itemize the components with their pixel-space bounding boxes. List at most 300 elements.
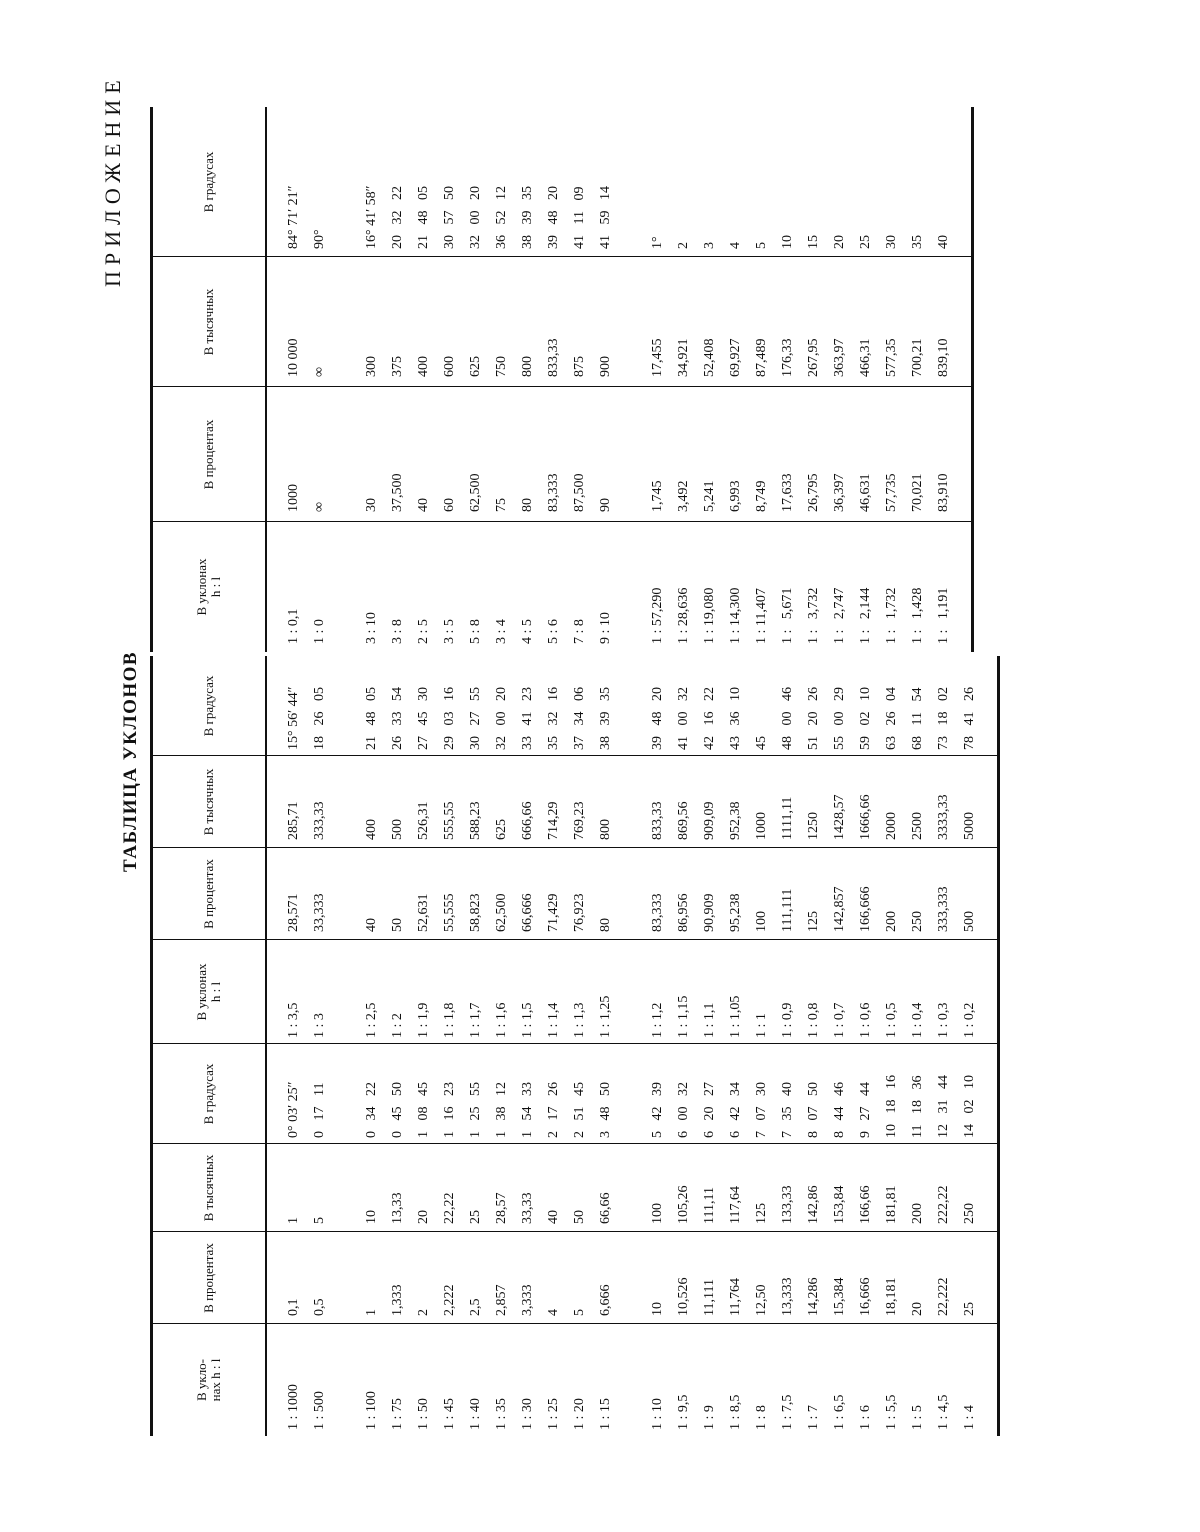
table-cell: 2 51 45 <box>572 1082 587 1138</box>
table-cell: 1 : 14,300 <box>728 587 743 644</box>
table-cell: 1 : 1,1 <box>702 1002 717 1038</box>
table-cell: 12 31 44 <box>936 1075 951 1138</box>
table-cell: 14,286 <box>806 1277 821 1316</box>
table-cell: 0,5 <box>312 1298 327 1316</box>
table-row <box>385 656 411 1436</box>
table-cell: 13,33 <box>390 1192 405 1224</box>
table-cell: 4 <box>546 1309 561 1316</box>
table-cell: 7 07 30 <box>754 1082 769 1138</box>
table-cell: 40 <box>364 918 379 932</box>
table-cell: 39 48 20 <box>546 186 561 249</box>
table-body <box>267 656 997 1436</box>
table-cell: 14 02 10 <box>962 1075 977 1138</box>
table-row <box>723 107 749 652</box>
table-cell: 33,33 <box>520 1192 535 1224</box>
table-cell: 1° <box>650 236 665 249</box>
table-row <box>827 656 853 1436</box>
column-divider <box>153 1143 997 1144</box>
table-cell: 1 : 3,5 <box>286 1002 301 1038</box>
column-header: В тысячных <box>201 288 217 356</box>
table-cell: 0 45 50 <box>390 1082 405 1138</box>
column-header: В тысячных <box>201 768 217 836</box>
table-cell: 1 : 1,25 <box>598 995 613 1038</box>
table-cell: 20 32 22 <box>390 186 405 249</box>
table-cell: 1 : 1,05 <box>728 995 743 1038</box>
table-cell: 6 42 34 <box>728 1082 743 1138</box>
table-row <box>879 107 905 652</box>
table-cell: 300 <box>364 356 379 377</box>
table-cell: 63 26 04 <box>884 687 899 750</box>
table-cell: 5,241 <box>702 480 717 512</box>
table-cell: 839,10 <box>936 338 951 377</box>
table-cell: 20 <box>416 1210 431 1224</box>
table-cell: 117,64 <box>728 1186 743 1224</box>
table-cell: 41 59 14 <box>598 186 613 249</box>
table-cell: 50 <box>572 1210 587 1224</box>
column-header: В процентах <box>201 859 217 929</box>
table-cell: 1 08 45 <box>416 1082 431 1138</box>
table-cell: 17,455 <box>650 338 665 377</box>
table-cell: 36 52 12 <box>494 186 509 249</box>
table-cell: 30 <box>364 498 379 512</box>
table-cell: 90 <box>598 498 613 512</box>
table-cell: 4 : 5 <box>520 619 535 644</box>
table-cell: 153,84 <box>832 1185 847 1224</box>
table-cell: 0° 03′ 25″ <box>286 1081 301 1138</box>
table-cell: 11,764 <box>728 1278 743 1316</box>
table-cell: 78 41 26 <box>962 687 977 750</box>
table-cell: 1 : 45 <box>442 1398 457 1430</box>
table-cell: 3333,33 <box>936 794 951 840</box>
table-row <box>853 656 879 1436</box>
table-cell: 222,22 <box>936 1185 951 1224</box>
table-row <box>749 656 775 1436</box>
table-cell: 100 <box>650 1203 665 1224</box>
table-cell: 30 <box>884 235 899 249</box>
table-cell: 5000 <box>962 812 977 840</box>
table-row <box>827 107 853 652</box>
table-cell: 1 25 55 <box>468 1082 483 1138</box>
table-cell: 250 <box>962 1203 977 1224</box>
column-divider <box>153 755 997 756</box>
table-cell: 714,29 <box>546 801 561 840</box>
table-row <box>671 107 697 652</box>
table-cell: 83,333 <box>546 473 561 512</box>
table-cell: 1 : 1,428 <box>910 587 925 644</box>
table-cell: 62,500 <box>494 893 509 932</box>
table-cell: 40 <box>416 498 431 512</box>
table-row <box>697 656 723 1436</box>
table-cell: 25 <box>468 1210 483 1224</box>
table-row <box>645 656 671 1436</box>
table-cell: 1250 <box>806 812 821 840</box>
table-cell: 800 <box>520 356 535 377</box>
table-cell: 1 : 30 <box>520 1398 535 1430</box>
table-row <box>489 107 515 652</box>
table-cell: 1,745 <box>650 480 665 512</box>
table-cell: 1 : 2,5 <box>364 1002 379 1038</box>
table-cell: 0,1 <box>286 1298 301 1316</box>
table-cell: 1 : 7 <box>806 1405 821 1430</box>
table-cell: 1 38 12 <box>494 1082 509 1138</box>
column-header: В процентах <box>201 419 217 490</box>
table-row <box>281 656 307 1436</box>
table-cell: 35 <box>910 235 925 249</box>
table-row <box>515 656 541 1436</box>
table-cell: 800 <box>598 819 613 840</box>
table-cell: 26,795 <box>806 473 821 512</box>
table-cell: 1 : 1,7 <box>468 1002 483 1038</box>
table-row <box>801 107 827 652</box>
table-cell: 1 : 5,671 <box>780 587 795 644</box>
table-cell: 285,71 <box>286 801 301 840</box>
table-cell: 37 34 06 <box>572 687 587 750</box>
table-cell: 105,26 <box>676 1185 691 1224</box>
column-header: В градусах <box>201 675 217 737</box>
table-cell: 87,500 <box>572 473 587 512</box>
table-cell: 16,666 <box>858 1277 873 1316</box>
table-cell: 50 <box>390 918 405 932</box>
table-cell: 1 : 8,5 <box>728 1394 743 1430</box>
table-cell: 1 : 2 <box>390 1013 405 1038</box>
table-cell: 10 <box>650 1302 665 1316</box>
table-cell: 2000 <box>884 812 899 840</box>
table-cell: 33,333 <box>312 893 327 932</box>
table-cell: 526,31 <box>416 801 431 840</box>
table-cell: 57,735 <box>884 473 899 512</box>
table-row <box>671 656 697 1436</box>
table-cell: 11,111 <box>702 1279 717 1316</box>
table-cell: ∞ <box>312 502 327 512</box>
table-cell: 48 00 46 <box>780 687 795 750</box>
column-header: В укло- нах h : l <box>194 1358 223 1402</box>
table-cell: 55 00 29 <box>832 687 847 750</box>
table-cell: 10 18 16 <box>884 1075 899 1138</box>
table-row <box>541 656 567 1436</box>
table-row <box>437 656 463 1436</box>
table-cell: 1 : 1,732 <box>884 587 899 644</box>
table-row <box>775 107 801 652</box>
table-cell: 625 <box>494 819 509 840</box>
table-cell: 30 57 50 <box>442 186 457 249</box>
table-cell: 69,927 <box>728 338 743 377</box>
table-cell: 125 <box>806 911 821 932</box>
table-cell: 27 45 30 <box>416 687 431 750</box>
table-cell: 83,910 <box>936 473 951 512</box>
table-cell: 1 : 1,2 <box>650 1002 665 1038</box>
table-cell: 6 20 27 <box>702 1082 717 1138</box>
table-cell: 1 : 1,6 <box>494 1002 509 1038</box>
table-cell: 1 : 9,5 <box>676 1394 691 1430</box>
column-header: В процентах <box>201 1243 217 1313</box>
table-cell: 15° 56′ 44″ <box>286 686 301 750</box>
table-cell: 40 <box>546 1210 561 1224</box>
table-cell: 95,238 <box>728 893 743 932</box>
table-cell: 909,09 <box>702 801 717 840</box>
table-cell: 1 : 1,9 <box>416 1002 431 1038</box>
table-cell: 1 : 0,2 <box>962 1002 977 1038</box>
table-cell: 25 <box>858 235 873 249</box>
table-cell: 32 00 20 <box>468 186 483 249</box>
table-row <box>411 656 437 1436</box>
table-cell: 1 : 2,144 <box>858 587 873 644</box>
table-cell: 1 : 28,636 <box>676 587 691 644</box>
table-cell: 15,384 <box>832 1277 847 1316</box>
table-cell: 1111,11 <box>780 796 795 840</box>
table-cell: 43 36 10 <box>728 687 743 750</box>
table-cell: 3,333 <box>520 1284 535 1316</box>
table-cell: 5 42 39 <box>650 1082 665 1138</box>
table-cell: 10 <box>364 1210 379 1224</box>
table-cell: 18 26 05 <box>312 687 327 750</box>
table-cell: 111,111 <box>780 888 795 932</box>
table-cell: 1 : 0,1 <box>286 608 301 644</box>
table-cell: 18,181 <box>884 1277 899 1316</box>
table-cell: 37,500 <box>390 473 405 512</box>
table-cell: 500 <box>962 911 977 932</box>
table-row <box>359 656 385 1436</box>
table-cell: 6,993 <box>728 480 743 512</box>
table-cell: 84° 71′ 21″ <box>286 185 301 249</box>
table-header <box>153 107 267 652</box>
table-row <box>593 656 619 1436</box>
table-cell: 1 : 75 <box>390 1398 405 1430</box>
table-cell: 35 32 16 <box>546 687 561 750</box>
table-cell: 10 <box>780 235 795 249</box>
table-cell: 133,33 <box>780 1185 795 1224</box>
table-cell: 29 03 16 <box>442 687 457 750</box>
table-cell: 1 : 0,6 <box>858 1002 873 1038</box>
table-row <box>437 107 463 652</box>
table-cell: 1 : 8 <box>754 1405 769 1430</box>
table-cell: 1 54 33 <box>520 1082 535 1138</box>
table-row <box>645 107 671 652</box>
slope-table-extra <box>150 107 974 652</box>
table-cell: 176,33 <box>780 338 795 377</box>
table-cell: 86,956 <box>676 893 691 932</box>
table-cell: 5 <box>572 1309 587 1316</box>
table-cell: 5 <box>754 242 769 249</box>
table-cell: 1 : 3,732 <box>806 587 821 644</box>
table-cell: 75 <box>494 498 509 512</box>
table-cell: 750 <box>494 356 509 377</box>
table-cell: 8,749 <box>754 480 769 512</box>
table-cell: 4 <box>728 242 743 249</box>
table-cell: 22,222 <box>936 1277 951 1316</box>
table-cell: 51 20 26 <box>806 687 821 750</box>
table-cell: 1 <box>364 1309 379 1316</box>
table-cell: 1428,57 <box>832 794 847 840</box>
table-cell: 142,86 <box>806 1185 821 1224</box>
table-title: ТАБЛИЦА УКЛОНОВ <box>120 650 141 872</box>
table-cell: 2500 <box>910 812 925 840</box>
table-row <box>385 107 411 652</box>
table-cell: 5 : 6 <box>546 619 561 644</box>
table-cell: 1 <box>286 1217 301 1224</box>
table-header <box>153 656 267 1436</box>
table-cell: 73 18 02 <box>936 687 951 750</box>
table-cell: 400 <box>364 819 379 840</box>
table-cell: 875 <box>572 356 587 377</box>
slope-table-main <box>150 656 1000 1436</box>
table-cell: 26 33 54 <box>390 687 405 750</box>
table-row <box>905 107 931 652</box>
table-cell: 625 <box>468 356 483 377</box>
table-cell: 5 <box>312 1217 327 1224</box>
table-cell: 333,33 <box>312 801 327 840</box>
table-cell: 25 <box>962 1302 977 1316</box>
table-cell: 12,50 <box>754 1284 769 1316</box>
table-cell: 1 : 1,3 <box>572 1002 587 1038</box>
table-row <box>879 656 905 1436</box>
table-cell: 28,57 <box>494 1192 509 1224</box>
table-row <box>775 656 801 1436</box>
table-cell: 2 17 26 <box>546 1082 561 1138</box>
table-cell: 17,633 <box>780 473 795 512</box>
table-cell: 900 <box>598 356 613 377</box>
table-cell: 1 : 2,747 <box>832 587 847 644</box>
appendix-label: ПРИЛОЖЕНИЕ <box>100 74 125 287</box>
table-cell: 1666,66 <box>858 794 873 840</box>
table-cell: 6,666 <box>598 1284 613 1316</box>
table-cell: 3 48 50 <box>598 1082 613 1138</box>
table-cell: 52,408 <box>702 338 717 377</box>
table-cell: 2 <box>676 242 691 249</box>
table-cell: 39 48 20 <box>650 687 665 750</box>
table-cell: 30 27 55 <box>468 687 483 750</box>
table-cell: 3 : 5 <box>442 619 457 644</box>
table-cell: 700,21 <box>910 338 925 377</box>
table-row <box>853 107 879 652</box>
table-cell: 21 48 05 <box>416 186 431 249</box>
table-cell: 833,33 <box>650 801 665 840</box>
table-cell: 1 : 1,4 <box>546 1002 561 1038</box>
table-cell: 869,56 <box>676 801 691 840</box>
table-cell: 1 : 4,5 <box>936 1394 951 1430</box>
table-cell: 13,333 <box>780 1277 795 1316</box>
table-cell: 83,333 <box>650 893 665 932</box>
table-cell: 2,5 <box>468 1298 483 1316</box>
table-cell: 76,923 <box>572 893 587 932</box>
table-cell: 1 : 0 <box>312 619 327 644</box>
table-cell: 1 : 35 <box>494 1398 509 1430</box>
table-body <box>267 107 971 652</box>
table-cell: 200 <box>884 911 899 932</box>
table-cell: 1 : 15 <box>598 1398 613 1430</box>
table-cell: 466,31 <box>858 338 873 377</box>
table-row <box>541 107 567 652</box>
table-cell: 3 : 8 <box>390 619 405 644</box>
table-cell: 577,35 <box>884 338 899 377</box>
table-cell: 3 : 4 <box>494 619 509 644</box>
table-cell: 1 : 50 <box>416 1398 431 1430</box>
column-divider <box>153 1323 997 1324</box>
column-divider <box>153 386 971 387</box>
column-divider <box>153 256 971 257</box>
table-cell: 125 <box>754 1203 769 1224</box>
table-row <box>905 656 931 1436</box>
table-cell: 8 07 50 <box>806 1082 821 1138</box>
table-cell: ∞ <box>312 367 327 377</box>
column-header: В градусах <box>201 151 217 213</box>
table-cell: 100 <box>754 911 769 932</box>
table-cell: 3 : 10 <box>364 612 379 644</box>
table-cell: 0 17 11 <box>312 1082 327 1138</box>
table-cell: 1 : 57,290 <box>650 587 665 644</box>
table-cell: 600 <box>442 356 457 377</box>
table-row <box>931 107 957 652</box>
table-cell: 250 <box>910 911 925 932</box>
table-cell: 2,222 <box>442 1284 457 1316</box>
table-cell: 68 11 54 <box>910 687 925 750</box>
table-row <box>697 107 723 652</box>
table-cell: 58,823 <box>468 893 483 932</box>
table-cell: 1 : 11,407 <box>754 588 769 644</box>
table-cell: 5 : 8 <box>468 619 483 644</box>
table-cell: 60 <box>442 498 457 512</box>
table-cell: 267,95 <box>806 338 821 377</box>
table-cell: 41 00 32 <box>676 687 691 750</box>
table-row <box>359 107 385 652</box>
table-cell: 166,66 <box>858 1185 873 1224</box>
table-cell: 333,333 <box>936 886 951 932</box>
table-cell: 22,22 <box>442 1192 457 1224</box>
table-cell: 1 : 3 <box>312 1013 327 1038</box>
table-cell: 9 27 44 <box>858 1082 873 1138</box>
column-divider <box>153 939 997 940</box>
table-cell: 55,555 <box>442 893 457 932</box>
table-cell: 80 <box>520 498 535 512</box>
table-cell: 66,666 <box>520 893 535 932</box>
table-cell: 1 : 0,7 <box>832 1002 847 1038</box>
table-cell: 32 00 20 <box>494 687 509 750</box>
table-cell: 2,857 <box>494 1284 509 1316</box>
table-cell: 1 : 500 <box>312 1391 327 1430</box>
table-cell: 2 : 5 <box>416 619 431 644</box>
table-row <box>749 107 775 652</box>
column-divider <box>153 521 971 522</box>
table-cell: 500 <box>390 819 405 840</box>
table-cell: 1 : 19,080 <box>702 587 717 644</box>
table-cell: 952,38 <box>728 801 743 840</box>
table-cell: 1 : 0,5 <box>884 1002 899 1038</box>
table-cell: 1 : 1,191 <box>936 587 951 644</box>
table-cell: 45 <box>754 736 769 750</box>
table-cell: 6 00 32 <box>676 1082 691 1138</box>
table-cell: 1 : 0,4 <box>910 1002 925 1038</box>
table-cell: 181,81 <box>884 1185 899 1224</box>
table-cell: 1 : 9 <box>702 1405 717 1430</box>
table-cell: 1 16 23 <box>442 1082 457 1138</box>
table-cell: 10 000 <box>286 338 301 377</box>
table-cell: 36,397 <box>832 473 847 512</box>
table-row <box>307 107 333 652</box>
table-cell: 7 35 40 <box>780 1082 795 1138</box>
table-cell: 769,23 <box>572 801 587 840</box>
table-cell: 16° 41′ 58″ <box>364 185 379 249</box>
table-cell: 28,571 <box>286 893 301 932</box>
table-cell: 15 <box>806 235 821 249</box>
table-cell: 0 34 22 <box>364 1082 379 1138</box>
table-cell: 52,631 <box>416 893 431 932</box>
table-cell: 1 : 5 <box>910 1405 925 1430</box>
table-cell: 1 : 0,8 <box>806 1002 821 1038</box>
table-cell: 1 : 7,5 <box>780 1394 795 1430</box>
table-cell: 1 : 4 <box>962 1405 977 1430</box>
table-cell: 1 : 1 <box>754 1013 769 1038</box>
table-row <box>931 656 957 1436</box>
table-cell: 1 : 6 <box>858 1405 873 1430</box>
